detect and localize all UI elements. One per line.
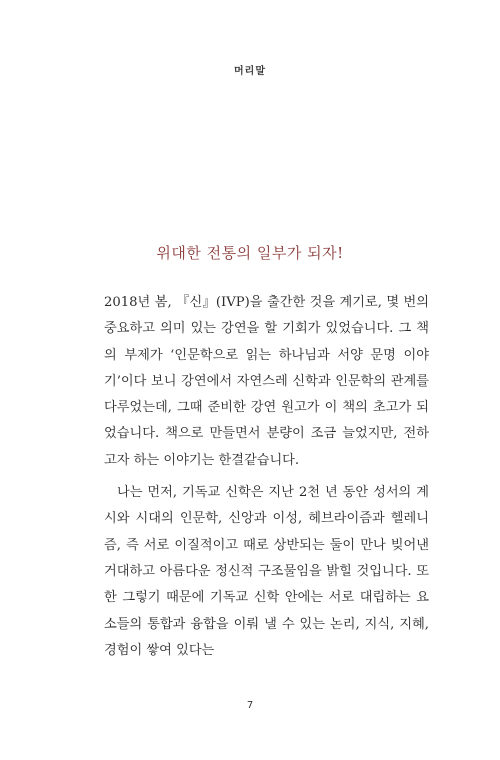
paragraph: 나는 먼저, 기독교 신학은 지난 2천 년 동안 성서의 계시와 시대의 인문학, 신앙과 이성, 헤브라이즘과 헬레니즘, 즉 서로 이질적이고 때로 상반되는 둘이 만나 빚어낸 거대하고 아름다운 정신적 구조물임을 밝힐 것입니다. 또한 그렇기 때문에 기독교 신학 안에는 서로 대립하는 요소들의 통합과 융합을 이뤄 낼 수 있는 논리, 지식, 지혜, 경험이 쌓여 있다는 bbox=[104, 485, 429, 658]
body-text bbox=[104, 290, 429, 664]
chapter-title: 위대한 전통의 일부가 되자! bbox=[156, 244, 344, 262]
page-number: 7 bbox=[246, 700, 254, 711]
running-header: 머리말 bbox=[234, 66, 266, 77]
paragraph: 2018년 봄, 『신』(IVP)을 출간한 것을 계기로, 몇 번의 중요하고 의미 있는 강연을 할 기회가 있었습니다. 그 책의 부제가 ‘인문학으로 읽는 하나님과 서양 문명 이야기’이다 보니 강연에서 자연스레 신학과 인문학의 관계를 다루었는데, 그때 준비한 강연 원고가 이 책의 초고가 되었습니다. 책으로 만들면서 분량이 조금 늘었지만, 전하고자 하는 이야기는 한결같습니다. bbox=[104, 295, 429, 468]
